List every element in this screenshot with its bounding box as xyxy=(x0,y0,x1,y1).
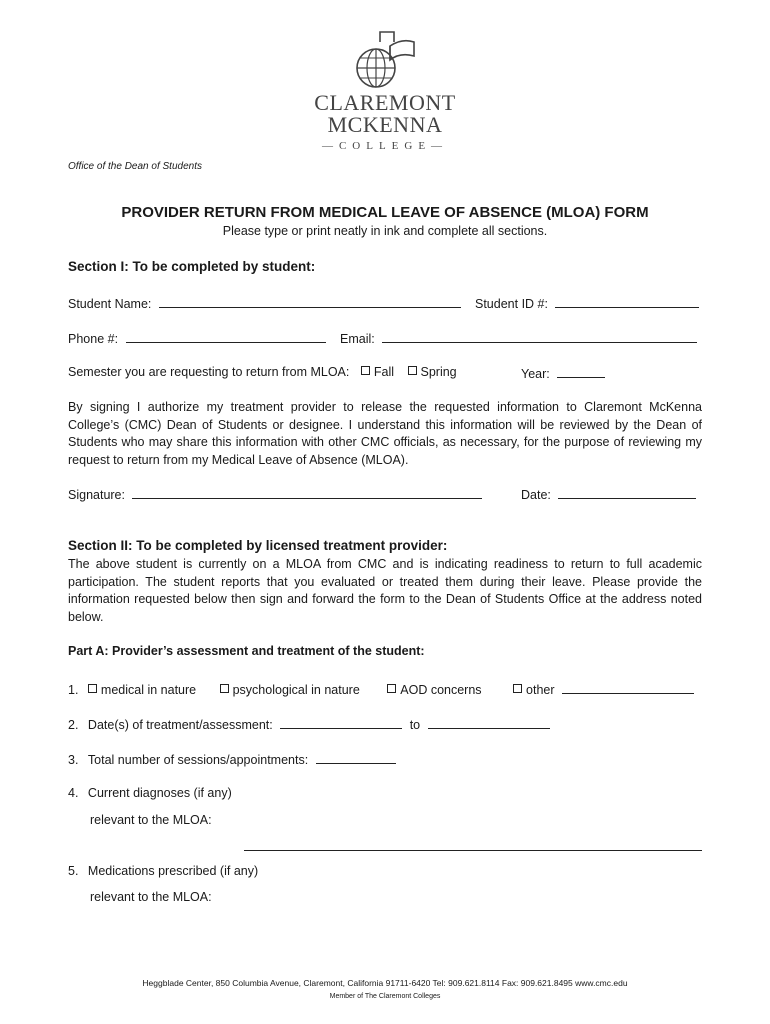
part-a-heading: Part A: Provider’s assessment and treatment of the student: xyxy=(68,644,425,658)
q2-to: to xyxy=(409,718,421,732)
question-1 xyxy=(68,681,708,697)
email-label: Email: xyxy=(340,332,375,346)
other-checkbox[interactable] xyxy=(513,684,522,693)
q3-number: 3. xyxy=(68,753,79,767)
date-field[interactable] xyxy=(558,486,696,499)
medical-label: medical in nature xyxy=(100,683,197,697)
date-row xyxy=(521,486,696,502)
medical-option[interactable] xyxy=(88,683,196,697)
q4-label: Current diagnoses (if any) xyxy=(87,786,232,800)
q1-number: 1. xyxy=(68,683,79,697)
section1-heading: Section I: To be completed by student: xyxy=(68,259,316,274)
year-field[interactable] xyxy=(557,365,605,378)
fall-label: Fall xyxy=(373,365,395,379)
q5-number: 5. xyxy=(68,864,79,878)
signature-field[interactable] xyxy=(132,486,482,499)
logo-line2: MCKENNA xyxy=(327,112,443,137)
q3-label: Total number of sessions/appointments: xyxy=(87,753,309,767)
question-3 xyxy=(68,751,396,767)
diagnoses-field[interactable] xyxy=(244,850,702,851)
q5-label: Medications prescribed (if any) xyxy=(87,864,259,878)
question-4 xyxy=(68,786,232,800)
authorization-paragraph: By signing I authorize my treatment provider to release the requested information to Claremont McKenna College’s (CMC) Dean of Students or designee. I understand this information will be reviewed by the Dean of Students who may share this information with other CMC officials, as necessary, for the purpose of reviewing my request to return from my Medical Leave of Absence (MLOA). xyxy=(68,400,702,467)
phone-label: Phone #: xyxy=(68,332,119,346)
treatment-end-field[interactable] xyxy=(428,716,550,729)
psychological-checkbox[interactable] xyxy=(220,684,229,693)
aod-label: AOD concerns xyxy=(400,683,482,697)
other-label: other xyxy=(526,683,555,697)
section2-heading: Section II: To be completed by licensed treatment provider: xyxy=(68,538,448,553)
phone-field[interactable] xyxy=(126,330,326,343)
office-name: Office of the Dean of Students xyxy=(68,161,202,172)
student-id-label: Student ID #: xyxy=(475,297,548,311)
other-field[interactable] xyxy=(562,681,694,694)
student-name-row xyxy=(68,295,461,311)
student-name-field[interactable] xyxy=(159,295,461,308)
semester-row xyxy=(68,365,457,379)
q2-number: 2. xyxy=(68,718,79,732)
year-label: Year: xyxy=(521,367,550,381)
spring-option[interactable] xyxy=(408,365,457,379)
college-logo xyxy=(300,30,470,154)
aod-checkbox[interactable] xyxy=(387,684,396,693)
footer-address: Heggblade Center, 850 Columbia Avenue, Claremont, California 91711-6420 Tel: 909.621.8114 Fax: 909.621.8495 www.cmc.edu xyxy=(142,978,628,988)
student-name-label: Student Name: xyxy=(68,297,152,311)
sessions-field[interactable] xyxy=(316,751,396,764)
globe-book-icon xyxy=(350,30,420,92)
logo-line3: —COLLEGE— xyxy=(321,140,449,152)
fall-checkbox[interactable] xyxy=(361,366,370,375)
q2-label: Date(s) of treatment/assessment: xyxy=(87,718,273,732)
aod-option[interactable] xyxy=(387,683,481,697)
signature-row xyxy=(68,486,482,502)
form-subtitle: Please type or print neatly in ink and complete all sections. xyxy=(222,224,548,238)
year-row xyxy=(521,365,605,381)
spring-label: Spring xyxy=(420,365,457,379)
psychological-option[interactable] xyxy=(220,683,360,697)
logo-line1: CLAREMONT xyxy=(314,90,456,115)
psychological-label: psychological in nature xyxy=(232,683,360,697)
form-title: PROVIDER RETURN FROM MEDICAL LEAVE OF ABSENCE (MLOA) FORM xyxy=(121,204,649,221)
q4-number: 4. xyxy=(68,786,79,800)
semester-label: Semester you are requesting to return from MLOA: xyxy=(68,365,350,379)
question-2 xyxy=(68,716,550,732)
medical-checkbox[interactable] xyxy=(88,684,97,693)
fall-option[interactable] xyxy=(361,365,394,379)
section2-intro: The above student is currently on a MLOA from CMC and is indicating readiness to return to full academic participation. The student reports that you evaluated or treated them during their leave. Please provide the information requested below then sign and forward the form to the Dean of Students Office at the address noted below. xyxy=(68,557,702,624)
phone-row xyxy=(68,330,326,346)
email-field[interactable] xyxy=(382,330,697,343)
other-option[interactable] xyxy=(513,683,555,697)
signature-label: Signature: xyxy=(68,488,125,502)
email-row xyxy=(340,330,697,346)
student-id-field[interactable] xyxy=(555,295,699,308)
spring-checkbox[interactable] xyxy=(408,366,417,375)
footer-member: Member of The Claremont Colleges xyxy=(329,993,441,1000)
question-5 xyxy=(68,864,258,878)
q5-sub-label: relevant to the MLOA: xyxy=(90,890,212,904)
date-label: Date: xyxy=(521,488,551,502)
treatment-start-field[interactable] xyxy=(280,716,402,729)
student-id-row xyxy=(475,295,699,311)
q4-sub-label: relevant to the MLOA: xyxy=(90,813,212,827)
